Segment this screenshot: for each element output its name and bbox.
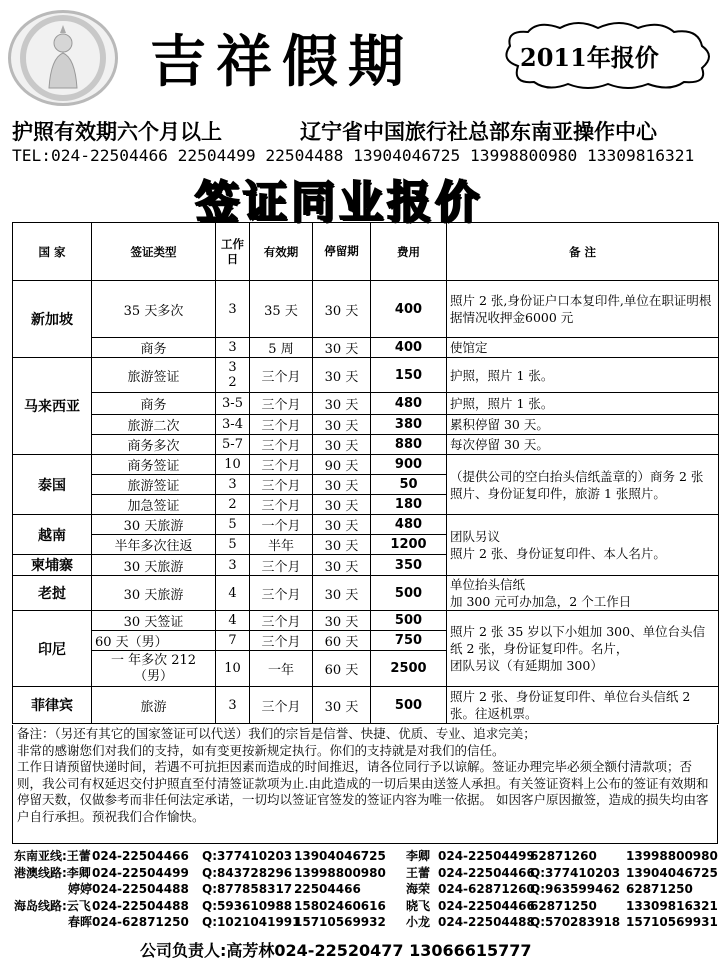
- telephone-line: TEL:024-22504466 22504499 22504488 13904046725 13998800980 13309816321: [12, 146, 695, 165]
- country-cell: 泰国: [13, 455, 92, 515]
- contact-field: 李卿: [406, 849, 431, 863]
- table-row: [13, 435, 719, 455]
- contact-field: 海荣: [406, 882, 431, 896]
- contact-row: [14, 914, 720, 931]
- fee-cell: 150: [371, 358, 447, 393]
- country-cell: 老挝: [13, 576, 92, 611]
- note-cell: 使馆定: [447, 338, 719, 358]
- visa-type-cell: 旅游签证: [92, 475, 216, 495]
- fee-cell: 2500: [371, 651, 447, 687]
- work-days-cell: 2: [216, 495, 250, 515]
- country-cell: 印尼: [13, 611, 92, 687]
- country-cell: 马来西亚: [13, 358, 92, 455]
- work-days-cell: 3: [216, 338, 250, 358]
- fee-cell: 480: [371, 515, 447, 535]
- visa-type-cell: 商务签证: [92, 455, 216, 475]
- contact-field: Q:570283918: [530, 915, 621, 929]
- stay-cell: 30 天: [313, 415, 371, 435]
- visa-type-cell: 30 天签证: [92, 611, 216, 631]
- validity-cell: 三个月: [250, 687, 313, 724]
- table-row: [13, 415, 719, 435]
- contact-field: 港澳线路:李卿: [14, 865, 91, 880]
- contact-field: 62871250: [626, 882, 693, 896]
- note-cell: 团队另议 照片 2 张、身份证复印件、本人名片。: [447, 515, 719, 576]
- contact-row: [14, 848, 720, 865]
- work-days-cell: 3 2: [216, 358, 250, 393]
- fee-cell: 400: [371, 281, 447, 338]
- contact-field: 62871260: [530, 849, 597, 863]
- contact-field: 024-62871250: [92, 915, 189, 929]
- stay-cell: 30 天: [313, 611, 371, 631]
- work-days-cell: 3: [216, 687, 250, 724]
- contact-row: [14, 898, 720, 915]
- contact-field: Q:1021041991: [202, 915, 301, 929]
- work-days-cell: 7: [216, 631, 250, 651]
- work-days-cell: 5-7: [216, 435, 250, 455]
- fee-cell: 480: [371, 393, 447, 415]
- remarks-line: 非常的感谢您们对我们的支持，如有变更按新规定执行。你们的支持就是对我们的信任。: [17, 742, 505, 758]
- validity-cell: 三个月: [250, 555, 313, 576]
- table-row: [13, 338, 719, 358]
- contact-field: Q:843728296: [202, 865, 293, 880]
- contact-field: 婷婷: [68, 882, 93, 896]
- work-days-cell: 3: [216, 475, 250, 495]
- table-row: [13, 515, 719, 535]
- country-cell: 柬埔寨: [13, 555, 92, 576]
- visa-type-cell: 旅游二次: [92, 415, 216, 435]
- stay-cell: 30 天: [313, 393, 371, 415]
- visa-type-cell: 60 天（男）: [92, 631, 216, 651]
- validity-cell: 三个月: [250, 475, 313, 495]
- contact-field: Q:877858317: [202, 882, 293, 896]
- stay-cell: 30 天: [313, 435, 371, 455]
- note-cell: 照片 2 张 35 岁以下小姐加 300、单位台头信纸 2 张，身份证复印件。名片， 团队另议（有延期加 300）: [447, 611, 719, 687]
- work-days-cell: 10: [216, 455, 250, 475]
- visa-type-cell: 商务: [92, 393, 216, 415]
- contact-field: 王蕾: [406, 865, 431, 880]
- work-days-cell: 4: [216, 611, 250, 631]
- fee-cell: 500: [371, 687, 447, 724]
- contact-field: 13309816321: [626, 898, 718, 913]
- stay-cell: 30 天: [313, 515, 371, 535]
- company-owner: 公司负责人:高芳林024-22520477 13066615777: [140, 941, 532, 960]
- contact-field: Q:377410203: [530, 865, 621, 880]
- table-row: [13, 358, 719, 393]
- contact-field: 024-22504488: [438, 915, 535, 929]
- country-cell: 菲律宾: [13, 687, 92, 724]
- work-days-cell: 3-4: [216, 415, 250, 435]
- table-row: [13, 611, 719, 631]
- fee-cell: 50: [371, 475, 447, 495]
- fee-cell: 500: [371, 611, 447, 631]
- contact-field: 024-22504499: [438, 849, 535, 863]
- work-days-cell: 5: [216, 515, 250, 535]
- note-cell: 单位抬头信纸 加 300 元可办加急，2 个工作日: [447, 576, 719, 611]
- remarks-line: 备注：（另还有其它的国家签证可以代送）我们的宗旨是信誉、快捷、优质、专业、追求完美；: [17, 726, 536, 741]
- visa-type-cell: 30 天旅游: [92, 576, 216, 611]
- validity-cell: 5 周: [250, 338, 313, 358]
- contact-field: 春晖: [68, 915, 93, 929]
- contact-field: 024-22504499: [92, 865, 189, 880]
- validity-cell: 三个月: [250, 495, 313, 515]
- table-row: [13, 393, 719, 415]
- work-days-cell: 4: [216, 576, 250, 611]
- header-visa-type: 签证类型: [92, 223, 216, 281]
- fee-cell: 900: [371, 455, 447, 475]
- stay-cell: 30 天: [313, 358, 371, 393]
- fee-cell: 180: [371, 495, 447, 515]
- header-fee: 费用: [371, 223, 447, 281]
- fee-cell: 1200: [371, 535, 447, 555]
- contact-field: 024-62871260: [438, 882, 535, 896]
- fee-cell: 880: [371, 435, 447, 455]
- visa-type-cell: 30 天旅游: [92, 555, 216, 576]
- visa-type-cell: 商务多次: [92, 435, 216, 455]
- remarks-paragraph: 工作日请预留快递时间，若遇不可抗拒因素而造成的时间推迟，请各位同行予以谅解。签证办理完毕必须全额付清款项；否则，我公司有权延迟交付护照直至付清签证款项为止.由此造成的一切后果由送签人承担。有关签证资料上公布的签证有效期和停留天数，仅做参考而非任何法定承诺，一切均以签证官签发的签证内容为唯一依据。 如因客户原因撤签，造成的损失均由客户自行承担。预祝我们合作愉快。: [17, 759, 709, 824]
- note-cell: （提供公司的空白抬头信纸盖章的）商务 2 张照片、身份证复印件，旅游 1 张照片。: [447, 455, 719, 515]
- contact-field: 晓飞: [406, 898, 431, 913]
- section-heading: 签证同业报价: [195, 177, 483, 228]
- contact-field: 15710569931: [626, 915, 718, 929]
- stay-cell: 30 天: [313, 281, 371, 338]
- stay-cell: 30 天: [313, 555, 371, 576]
- contact-field: 东南亚线:王蕾: [14, 849, 91, 863]
- fee-cell: 500: [371, 576, 447, 611]
- company-logo: [8, 10, 118, 106]
- agency-name: 辽宁省中国旅行社总部东南亚操作中心: [300, 119, 657, 144]
- visa-type-cell: 加急签证: [92, 495, 216, 515]
- stay-cell: 30 天: [313, 495, 371, 515]
- stay-cell: 60 天: [313, 631, 371, 651]
- validity-cell: 三个月: [250, 455, 313, 475]
- visa-type-cell: 一 年多次 212（男）: [92, 651, 216, 687]
- validity-cell: 35 天: [250, 281, 313, 338]
- country-cell: 越南: [13, 515, 92, 555]
- header-notes: 备 注: [447, 223, 719, 281]
- contact-field: 024-22504466: [92, 849, 189, 863]
- validity-cell: 三个月: [250, 631, 313, 651]
- contact-field: 22504466: [294, 882, 361, 896]
- contact-list: [14, 848, 720, 931]
- stay-cell: 30 天: [313, 535, 371, 555]
- brand-title: 吉祥假期: [150, 29, 414, 95]
- work-days-cell: 10: [216, 651, 250, 687]
- stay-cell: 30 天: [313, 576, 371, 611]
- contact-field: Q:593610988: [202, 898, 293, 913]
- validity-cell: 半年: [250, 535, 313, 555]
- work-days-cell: 3: [216, 281, 250, 338]
- note-cell: 每次停留 30 天。: [447, 435, 719, 455]
- visa-type-cell: 30 天旅游: [92, 515, 216, 535]
- contact-row: [14, 881, 720, 898]
- header-stay: 停留期: [313, 223, 371, 281]
- validity-cell: 三个月: [250, 435, 313, 455]
- visa-type-cell: 半年多次往返: [92, 535, 216, 555]
- contact-field: 13904046725: [626, 865, 718, 880]
- note-cell: 护照，照片 1 张。: [447, 358, 719, 393]
- table-row: [13, 455, 719, 475]
- validity-cell: 一年: [250, 651, 313, 687]
- work-days-cell: 5: [216, 535, 250, 555]
- fee-cell: 750: [371, 631, 447, 651]
- contact-field: 024-22504466: [438, 865, 535, 880]
- fee-cell: 400: [371, 338, 447, 358]
- contact-field: 15710569932: [294, 915, 386, 929]
- note-cell: 照片 2 张,身份证户口本复印件,单位在职证明根据情况收押金6000 元: [447, 281, 719, 338]
- contact-row: [14, 865, 720, 882]
- visa-price-table: [12, 222, 719, 724]
- contact-field: 62871250: [530, 898, 597, 913]
- contact-field: 024-22504488: [92, 898, 189, 913]
- work-days-cell: 3: [216, 555, 250, 576]
- stay-cell: 90 天: [313, 455, 371, 475]
- stay-cell: 30 天: [313, 475, 371, 495]
- note-cell: 护照，照片 1 张。: [447, 393, 719, 415]
- validity-cell: 一个月: [250, 515, 313, 535]
- work-days-cell: 3-5: [216, 393, 250, 415]
- contact-field: 13904046725: [294, 849, 386, 863]
- table-row: [13, 576, 719, 611]
- note-cell: 照片 2 张、身份证复印件、单位台头信纸 2 张。往返机票。: [447, 687, 719, 724]
- contact-field: Q:377410203: [202, 849, 293, 863]
- price-year: 2011年报价: [520, 43, 659, 72]
- table-row: [13, 281, 719, 338]
- remarks-box: [12, 725, 718, 844]
- validity-cell: 三个月: [250, 393, 313, 415]
- contact-field: Q:963599462: [530, 882, 621, 896]
- note-cell: 累积停留 30 天。: [447, 415, 719, 435]
- contact-field: 13998800980: [294, 865, 386, 880]
- visa-type-cell: 35 天多次: [92, 281, 216, 338]
- contact-field: 024-22504466: [438, 898, 535, 913]
- validity-cell: 三个月: [250, 358, 313, 393]
- table-header-row: [13, 223, 719, 281]
- contact-field: 024-22504488: [92, 882, 189, 896]
- contact-field: 小龙: [406, 915, 431, 929]
- stay-cell: 30 天: [313, 687, 371, 724]
- stay-cell: 60 天: [313, 651, 371, 687]
- stay-cell: 30 天: [313, 338, 371, 358]
- contact-field: 海岛线路:云飞: [14, 898, 91, 913]
- contact-field: 13998800980: [626, 849, 718, 863]
- country-cell: 新加坡: [13, 281, 92, 358]
- validity-cell: 三个月: [250, 576, 313, 611]
- visa-type-cell: 旅游签证: [92, 358, 216, 393]
- contact-field: 15802460616: [294, 898, 386, 913]
- table-row: [13, 687, 719, 724]
- validity-cell: 三个月: [250, 415, 313, 435]
- header-validity: 有效期: [250, 223, 313, 281]
- validity-cell: 三个月: [250, 611, 313, 631]
- header-work-days: 工作日: [216, 223, 250, 281]
- header-country: 国 家: [13, 223, 92, 281]
- visa-type-cell: 商务: [92, 338, 216, 358]
- visa-type-cell: 旅游: [92, 687, 216, 724]
- fee-cell: 380: [371, 415, 447, 435]
- passport-validity-note: 护照有效期六个月以上: [12, 119, 222, 144]
- fee-cell: 350: [371, 555, 447, 576]
